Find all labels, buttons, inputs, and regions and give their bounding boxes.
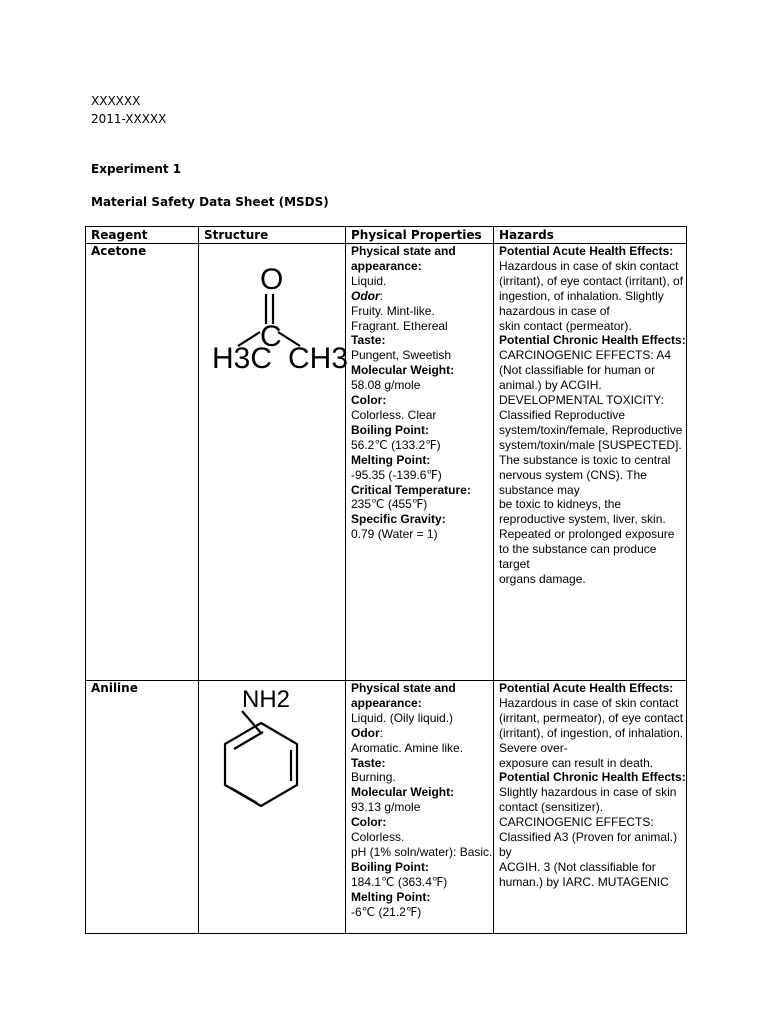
property-value: Colorless. Clear	[351, 407, 437, 422]
property-label: Color:	[351, 393, 387, 408]
property-value: 93.13 g/mole	[351, 800, 421, 815]
property-label: Specific Gravity:	[351, 512, 446, 527]
property-label: Melting Point:	[351, 889, 431, 904]
student-name: XXXXXX	[91, 94, 141, 108]
property-value: Colorless.	[351, 830, 405, 845]
property-value: 56.2℃ (133.2℉)	[351, 437, 441, 452]
hazard-text: exposure can result in death.	[499, 755, 654, 770]
hazards-cell	[494, 244, 687, 681]
hazard-text: CARCINOGENIC EFFECTS: A4 (Not classifiable for human or animal.) by ACGIH. DEVELOPMENTAL TOXICITY: Classified Reproductive system/toxin/female, Reproductive system/toxin/male [SUSPECTED]. The substance is toxic to central nervous system (CNS). The substance may	[499, 348, 683, 497]
table-row-aniline	[86, 681, 687, 934]
property-label: Boiling Point:	[351, 859, 429, 874]
property-value: pH (1% soln/water): Basic.	[351, 844, 493, 859]
hazard-heading: Potential Acute Health Effects:	[499, 244, 674, 258]
methyl-left-label: H3C	[212, 342, 273, 375]
property-value: 184.1℃ (363.4℉)	[351, 874, 448, 889]
reagent-name: Acetone	[86, 244, 199, 681]
hazard-text: Hazardous in case of skin contact (irritant), of eye contact (irritant), of ingestion, of inhalation. Slightly hazardous in case of	[499, 258, 684, 318]
hazard-text: organs damage.	[499, 571, 586, 586]
property-value: Fruity. Mint-like.	[351, 303, 435, 318]
property-value: Pungent, Sweetish	[351, 348, 452, 363]
property-label: Melting Point:	[351, 452, 431, 467]
hazard-heading: Potential Acute Health Effects:	[499, 681, 674, 695]
table-header-row	[86, 227, 687, 244]
property-value: Liquid. (Oily liquid.)	[351, 710, 454, 725]
physical-properties-cell	[346, 244, 494, 681]
structure-cell	[199, 681, 346, 934]
hazard-text: be toxic to kidneys, the reproductive system, liver, skin. Repeated or prolonged exposure to the substance can produce target	[499, 497, 675, 572]
property-value: 0.79 (Water = 1)	[351, 527, 438, 542]
property-label: Physical state and appearance:	[351, 681, 456, 710]
property-value: Aromatic. Amine like.	[351, 740, 464, 755]
experiment-title: Experiment 1	[91, 162, 182, 176]
physical-properties-cell	[346, 681, 494, 934]
property-label: Physical state and appearance:	[351, 244, 456, 273]
student-id: 2011-XXXXX	[91, 112, 167, 126]
property-value: -95.35 (-139.6℉)	[351, 467, 442, 482]
column-header-reagent: Reagent	[86, 227, 199, 244]
hazard-text: ACGIH. 3 (Not classifiable for human.) by IARC. MUTAGENIC	[499, 859, 669, 889]
acetone-structure-diagram	[202, 244, 349, 375]
amine-group-label: NH2	[242, 686, 291, 713]
property-value: 58.08 g/mole	[351, 378, 421, 393]
structure-cell	[199, 244, 349, 681]
benzene-ring	[225, 723, 297, 806]
property-value: 235℃ (455℉)	[351, 497, 428, 512]
oxygen-atom-label: O	[260, 263, 284, 296]
property-label: Molecular Weight:	[351, 363, 455, 378]
reagent-name: Aniline	[86, 681, 199, 934]
methyl-right-label: CH3	[288, 342, 349, 375]
hazard-text: Hazardous in case of skin contact (irritant, permeator), of eye contact (irritant), of ingestion, of inhalation. Severe over-	[499, 695, 684, 755]
ring-double-bond-3	[231, 788, 257, 803]
msds-table	[85, 226, 687, 934]
carbon-atom-label: C	[260, 320, 282, 353]
property-label: Boiling Point:	[351, 422, 429, 437]
hazards-cell	[494, 681, 687, 934]
column-header-structure: Structure	[199, 227, 346, 244]
aniline-structure-diagram	[212, 681, 332, 811]
property-label: Molecular Weight:	[351, 785, 455, 800]
property-label: Odor:	[351, 288, 384, 303]
property-label: Odor:	[351, 725, 384, 740]
ring-double-bond-1	[234, 732, 263, 749]
column-header-hazards: Hazards	[494, 227, 687, 244]
property-label: Critical Temperature:	[351, 482, 471, 497]
property-value: -6℃ (21.2℉)	[351, 904, 422, 919]
column-header-physical-properties: Physical Properties	[346, 227, 494, 244]
property-label: Taste:	[351, 755, 386, 770]
hazard-heading: Potential Chronic Health Effects:	[499, 333, 686, 348]
property-value: Burning.	[351, 770, 396, 785]
hazard-heading: Potential Chronic Health Effects:	[499, 770, 686, 785]
property-value: Fragrant. Ethereal	[351, 318, 448, 333]
table-row-acetone	[86, 244, 687, 681]
document-title: Material Safety Data Sheet (MSDS)	[91, 195, 329, 209]
property-label: Color:	[351, 815, 387, 830]
hazard-text: skin contact (permeator).	[499, 318, 632, 333]
property-value: Liquid.	[351, 273, 387, 288]
property-label: Taste:	[351, 333, 386, 348]
hazard-text: Slightly hazardous in case of skin contact (sensitizer). CARCINOGENIC EFFECTS: Classified A3 (Proven for animal.) by	[499, 785, 678, 859]
